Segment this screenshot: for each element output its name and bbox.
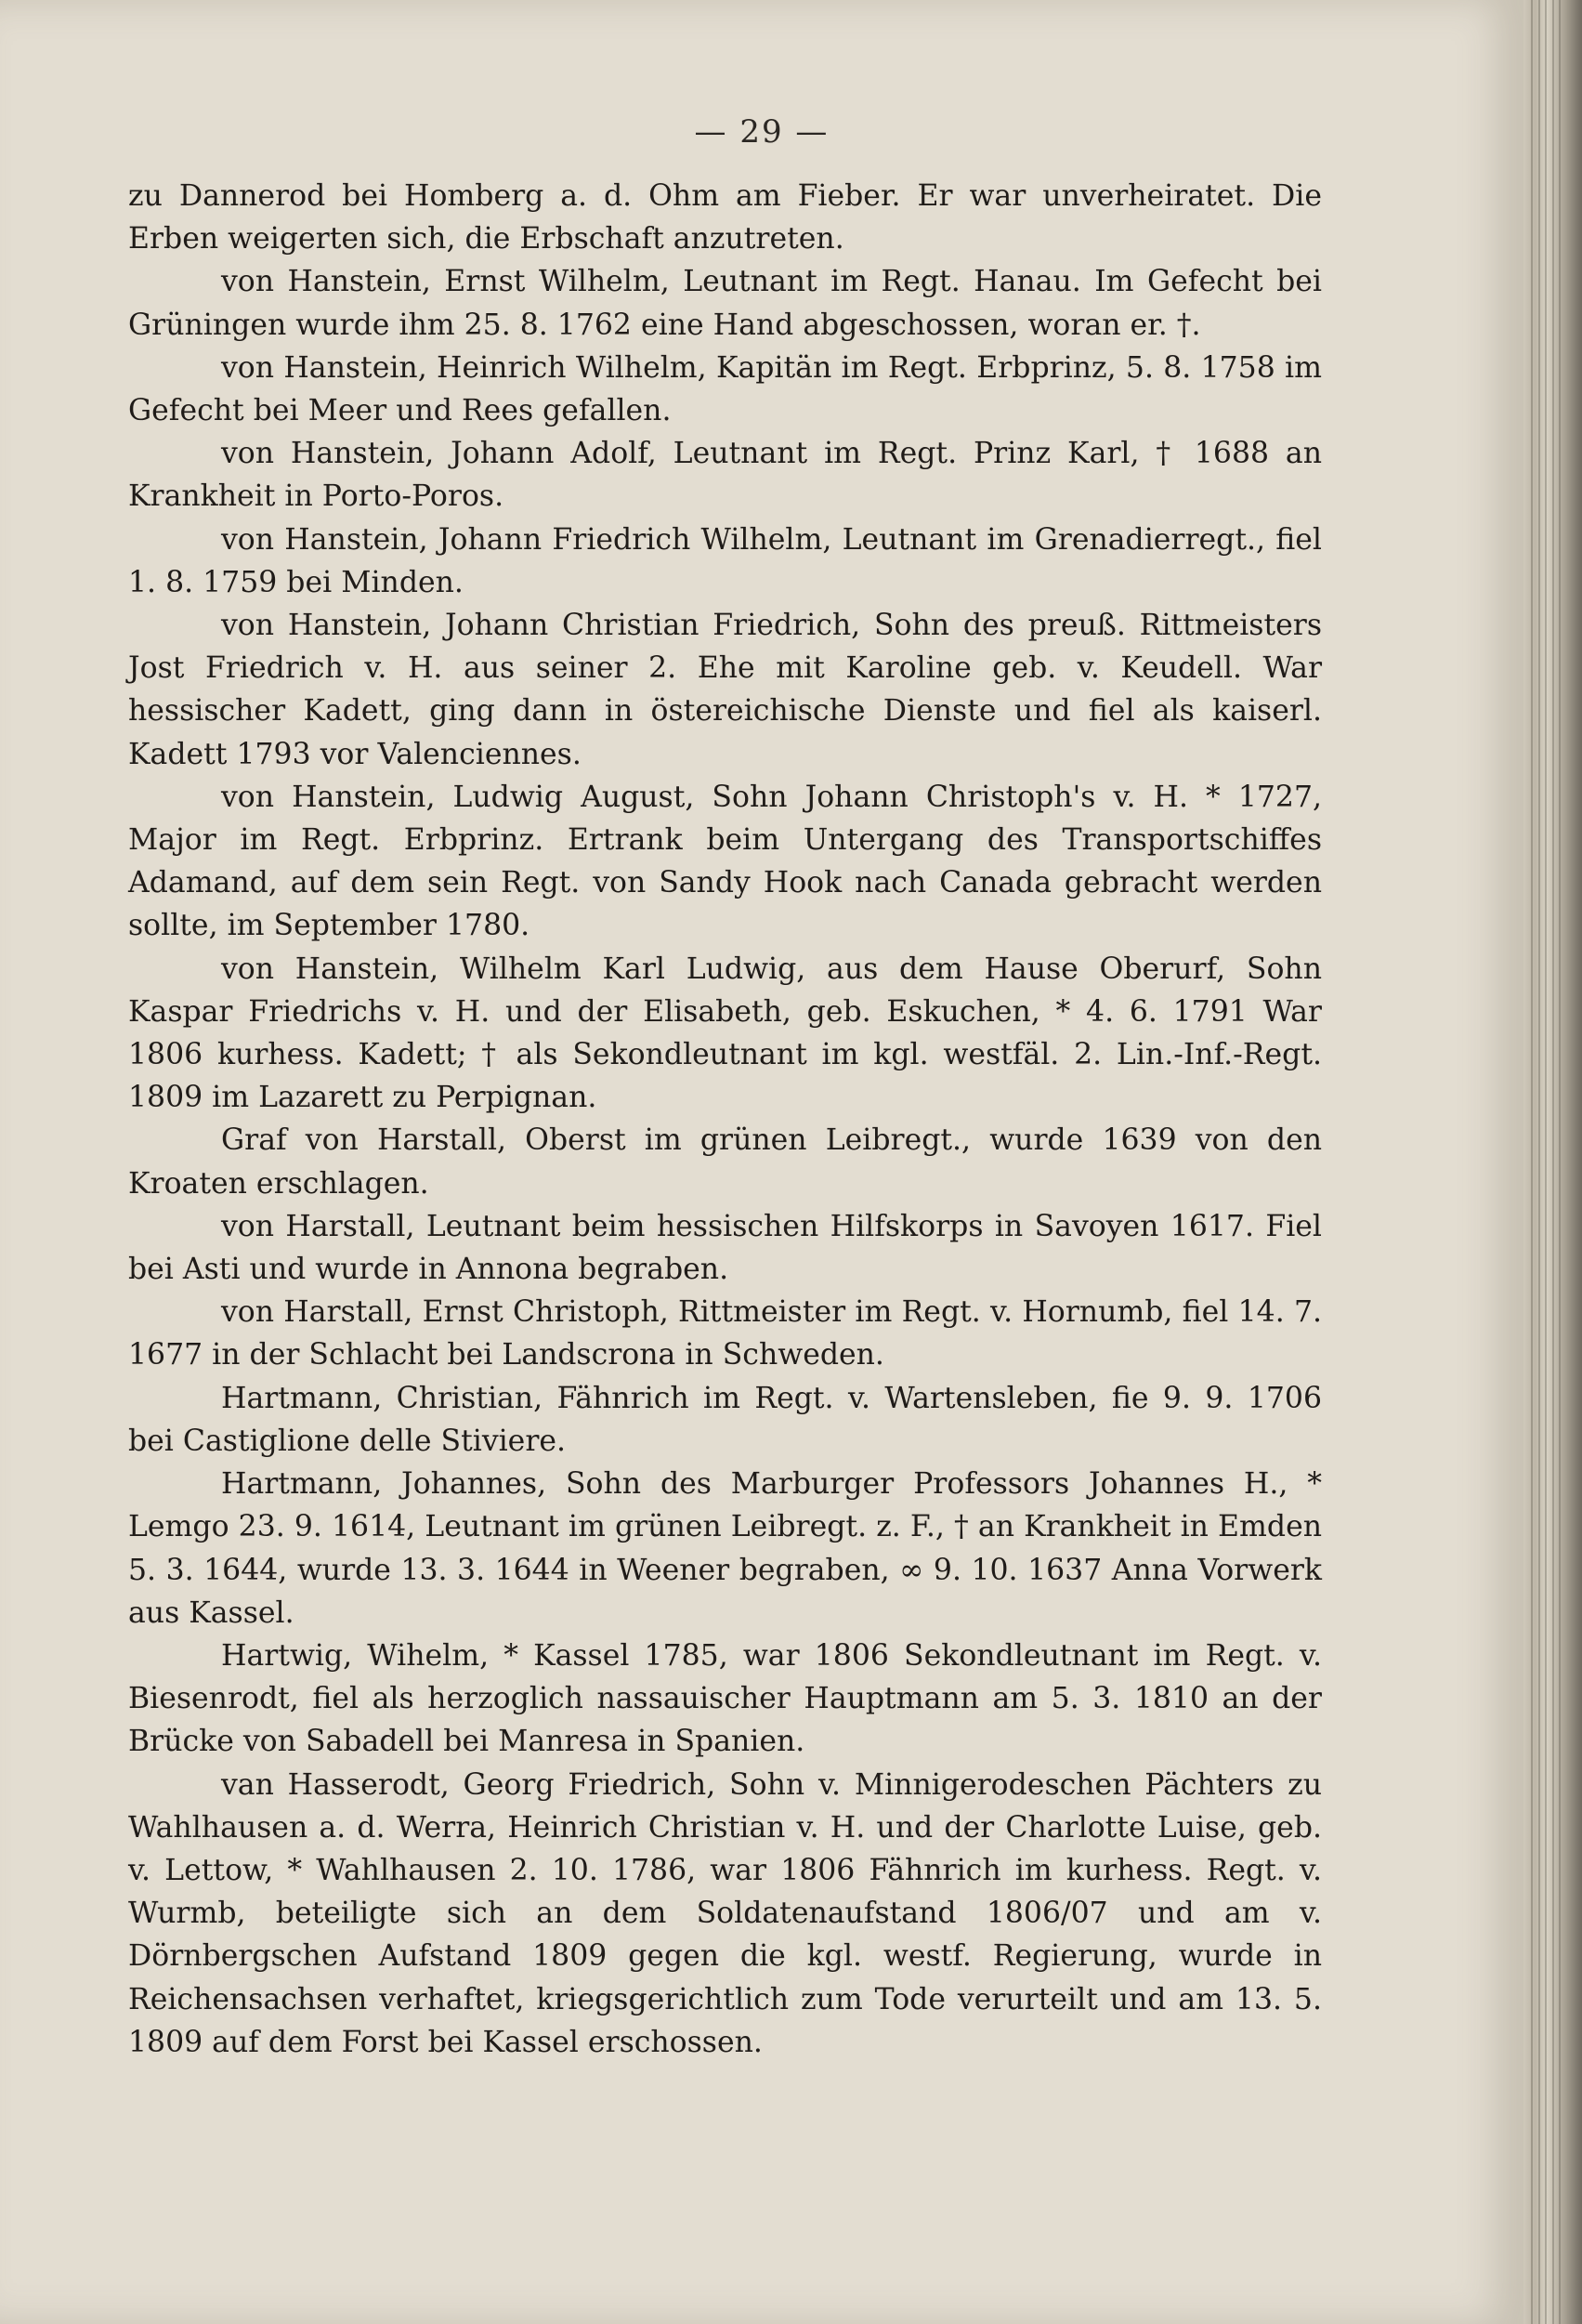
page-number: — 29 — [694, 113, 830, 151]
page-edge-line [1531, 0, 1533, 2324]
page-edge-line [1538, 0, 1540, 2324]
entry-hanstein-wilhelm-karl-ludwig: von Hanstein, Wilhelm Karl Ludwig, aus dem Hause Oberurf, Sohn Kaspar Friedrichs v. H. und der Elisabeth, geb. Eskuchen, * 4. 6. 1791 War 1806 kurhess. Kadett; † als Sekondleutnant im kgl. westfäl. 2. Lin.-Inf.-Regt. 1809 im Lazarett zu Perpignan. [128, 952, 1322, 1115]
entry-hanstein-johann-adolf: von Hanstein, Johann Adolf, Leutnant im Regt. Prinz Karl, † 1688 an Krankheit in Porto-Poros. [128, 437, 1322, 514]
book-page-edge [1523, 0, 1582, 2324]
entry-hartmann-johannes: Hartmann, Johannes, Sohn des Marburger Professors Johannes H., * Lemgo 23. 9. 1614, Leutnant im grünen Leibregt. z. F., † an Krankheit in Emden 5. 3. 1644, wurde 13. 3. 1644 in Weener begraben, ∞ 9. 10. 1637 Anna Vorwerk aus Kassel. [128, 1467, 1322, 1630]
page-edge-line [1552, 0, 1554, 2324]
entry-hanstein-johann-christian-friedrich: von Hanstein, Johann Christian Friedrich, Sohn des preuß. Rittmeisters Jost Friedrich v. H. aus seiner 2. Ehe mit Karoline geb. v. Keudell. War hessischer Kadett, ging dann in östereichische Dienste und fiel als kaiserl. Kadett 1793 vor Valenciennes. [128, 609, 1322, 771]
entry-graf-harstall: Graf von Harstall, Oberst im grünen Leibregt., wurde 1639 von den Kroaten erschlagen. [128, 1123, 1322, 1201]
entry-harstall-ernst-christoph: von Harstall, Ernst Christoph, Rittmeister im Regt. v. Hornumb, fiel 14. 7. 1677 in der Schlacht bei Landscrona in Schweden. [128, 1295, 1322, 1372]
page-edge-line [1545, 0, 1547, 2324]
entry-hasserodt-georg-friedrich: van Hasserodt, Georg Friedrich, Sohn v. Minnigerodeschen Pächters zu Wahlhausen a. d. Werra, Heinrich Christian v. H. und der Charlotte Luise, geb. v. Lettow, * Wahlhausen 2. 10. 1786, war 1806 Fähnrich im kurhess. Regt. v. Wurmb, beteiligte sich an dem Soldatenaufstand 1806/07 und am v. Dörnbergschen Aufstand 1809 gegen die kgl. westf. Regierung, wurde in Reichensachsen verhaftet, kriegsgerichtlich zum Tode verurteilt und am 13. 5. 1809 auf dem Forst bei Kassel erschossen. [128, 1767, 1322, 2059]
entry-hanstein-ernst-wilhelm: von Hanstein, Ernst Wilhelm, Leutnant im Regt. Hanau. Im Gefecht bei Grüningen wurde ihm 25. 8. 1762 eine Hand abgeschossen, woran er. †. [128, 265, 1322, 342]
entry-hanstein-johann-friedrich-wilhelm: von Hanstein, Johann Friedrich Wilhelm, Leutnant im Grenadierregt., fiel 1. 8. 1759 bei Minden. [128, 522, 1322, 599]
entry-hartmann-christian: Hartmann, Christian, Fähnrich im Regt. v. Wartensleben, fie 9. 9. 1706 bei Castiglione delle Stiviere. [128, 1381, 1322, 1458]
entry-hartwig-wihelm: Hartwig, Wihelm, * Kassel 1785, war 1806 Sekondleutnant im Regt. v. Biesenrodt, fiel als herzoglich nassauischer Hauptmann am 5. 3. 1810 an der Brücke von Sabadell bei Manresa in Spanien. [128, 1638, 1322, 1759]
entry-hanstein-ludwig-august: von Hanstein, Ludwig August, Sohn Johann Christoph's v. H. * 1727, Major im Regt. Erbprinz. Ertrank beim Untergang des Transportschiffes Adamand, auf dem sein Regt. von Sandy Hook nach Canada gebracht werden sollte, im September 1780. [128, 780, 1322, 943]
page-edge-line [1559, 0, 1561, 2324]
entry-hanstein-heinrich-wilhelm: von Hanstein, Heinrich Wilhelm, Kapitän im Regt. Erbprinz, 5. 8. 1758 im Gefecht bei Meer und Rees gefallen. [128, 350, 1322, 428]
page-text [128, 175, 1322, 2064]
entry-harstall-leutnant: von Harstall, Leutnant beim hessischen Hilfskorps in Savoyen 1617. Fiel bei Asti und wurde in Annona begraben. [128, 1209, 1322, 1287]
entry-dannerod: zu Dannerod bei Homberg a. d. Ohm am Fieber. Er war unverheiratet. Die Erben weigerten sich, die Erbschaft anzutreten. [128, 179, 1322, 256]
